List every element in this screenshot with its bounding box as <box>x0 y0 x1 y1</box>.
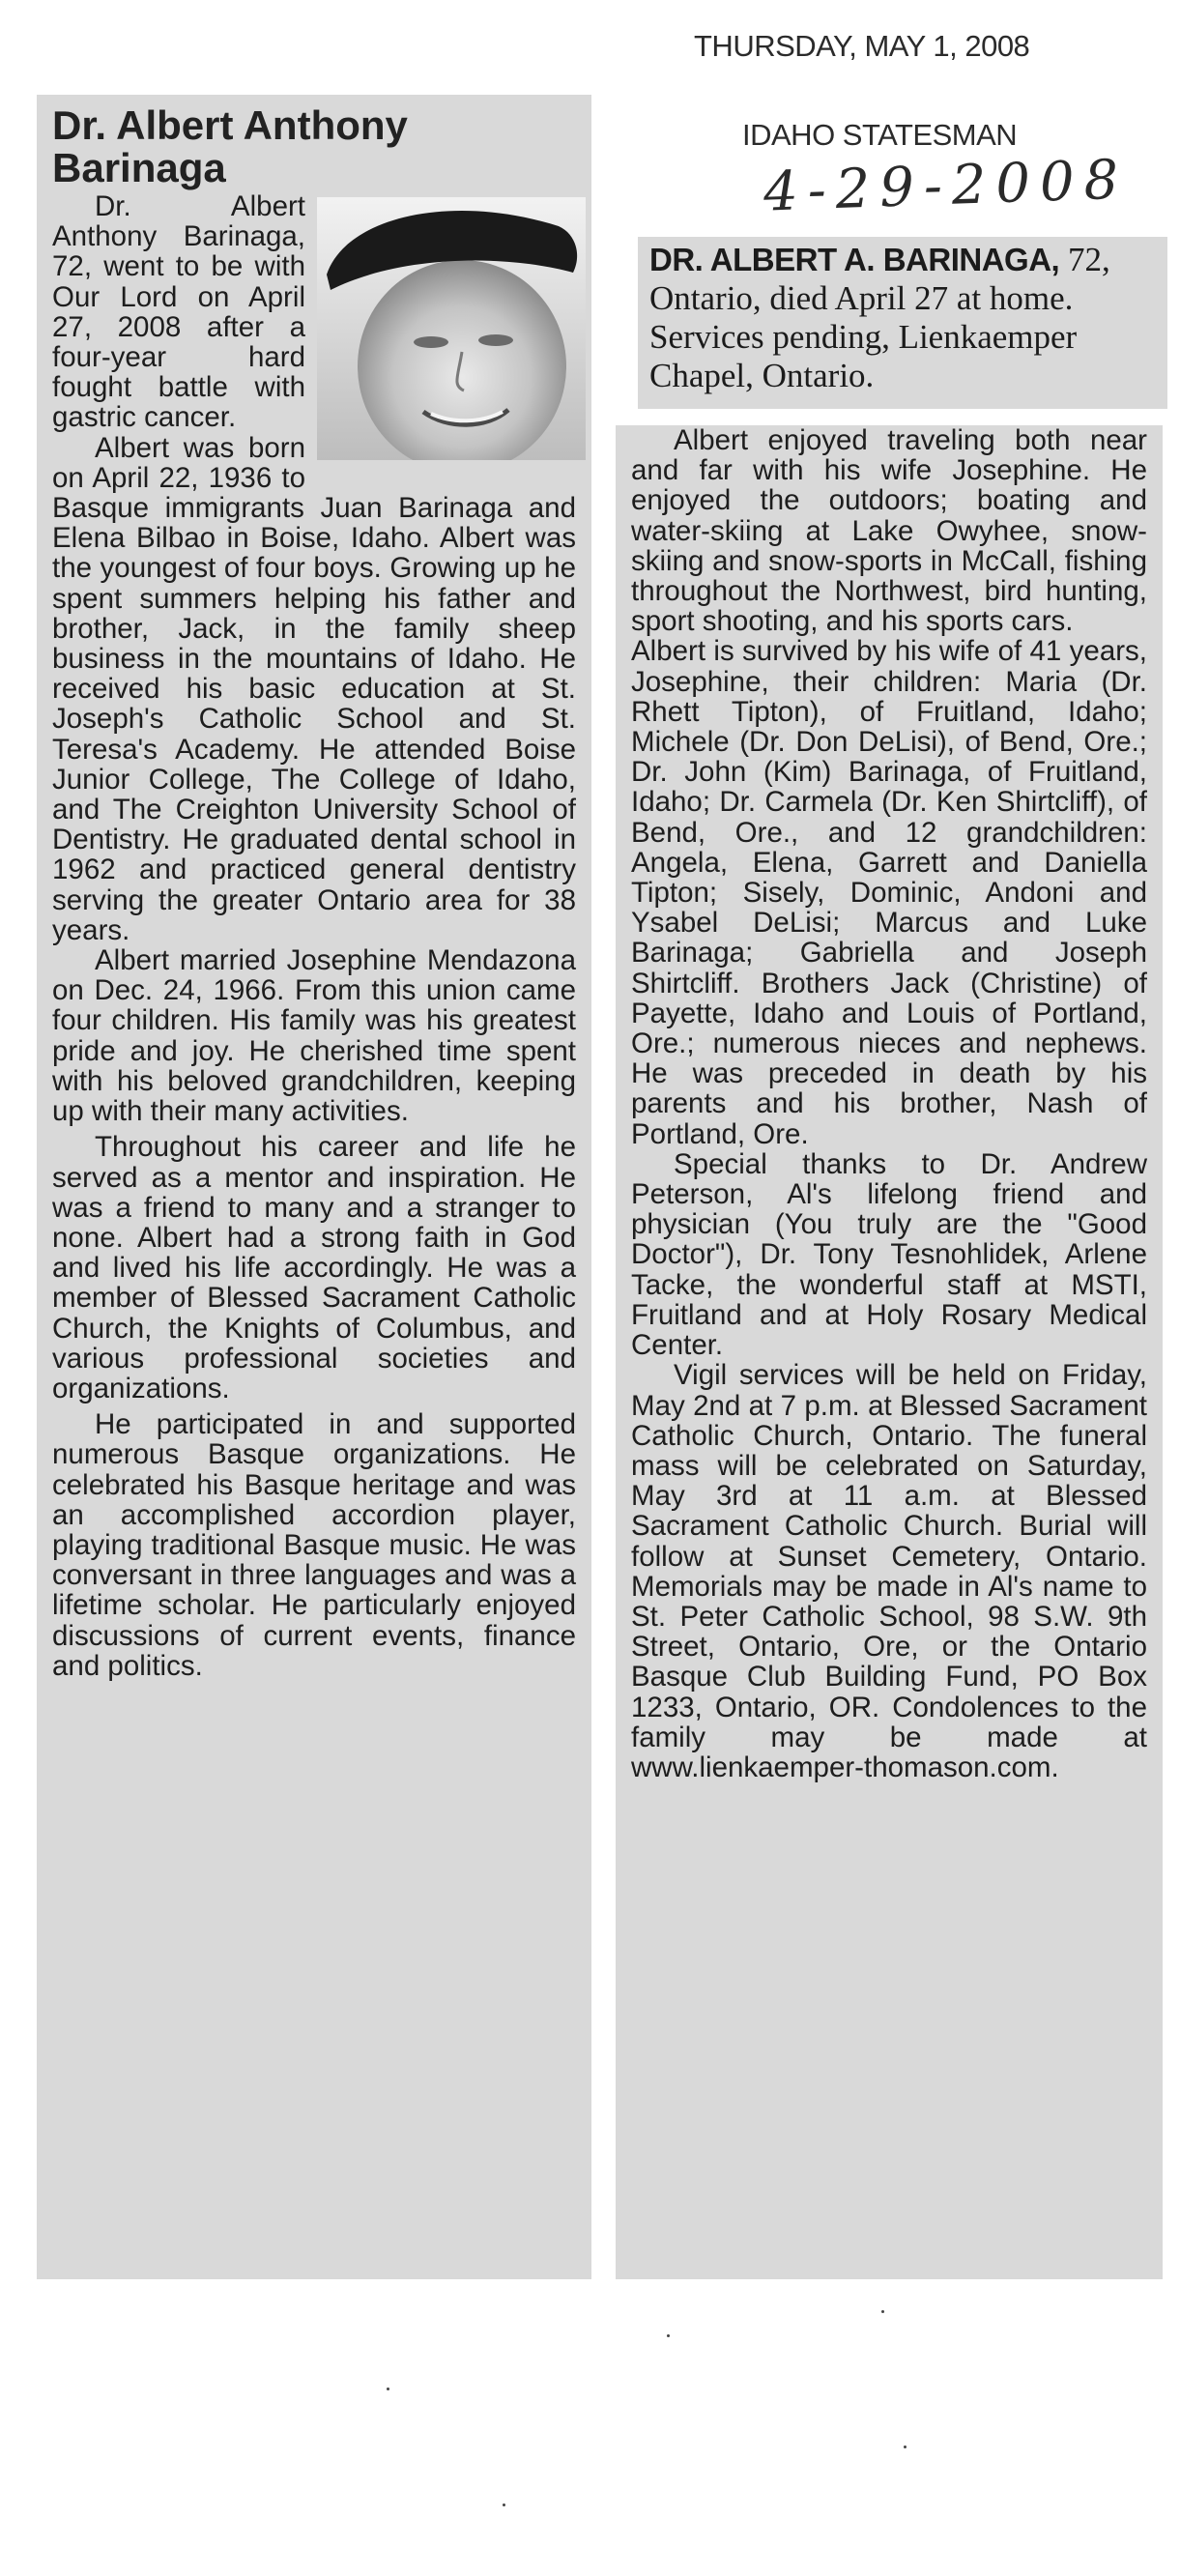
scan-speck <box>667 2334 670 2337</box>
scan-speck <box>503 2504 505 2506</box>
handwritten-date: 4-29-2008 <box>762 148 1130 224</box>
obituary-paragraph: Throughout his career and life he served as a mentor and inspiration. He was a friend to many and a stranger to none. Albert had a strong faith in God and lived his life accordingly. He was a member of Blessed Sacrament Catholic Church, the Knights of Columbus, and various professional societies and organizations. <box>52 1131 576 1404</box>
death-notice-name: DR. ALBERT A. BARINAGA, <box>649 242 1060 277</box>
obituary-paragraph: Albert married Josephine Mendazona on Dec. 24, 1966. From this union came four children. His family was his greatest pride and joy. He cherished time spent with his beloved grandchildren, keeping up with their many activities. <box>52 944 576 1128</box>
portrait-image <box>317 197 586 460</box>
publication-name: IDAHO STATESMAN <box>742 118 1018 152</box>
death-notice-text: 72, Ontario, died April 27 at home. Services pending, Lienkaemper Chapel, Ontario. <box>649 241 1110 394</box>
scan-speck <box>387 2388 389 2390</box>
death-notice <box>638 237 1167 409</box>
obituary-headline: Dr. Albert Anthony Barinaga <box>52 102 408 190</box>
obituary-paragraph: Albert is survived by his wife of 41 years, Josephine, their children: Maria (Dr. Rhett Tipton), of Fruitland, Idaho; Michele (Dr. Don DeLisi), of Bend, Ore.; Dr. John (Kim) Barinaga, of Fruitland, Idaho; Dr. Carmela (Dr. Ken Shirtcliff), of Bend, Ore., and 12 grandchildren: Angela, Elena, Garrett and Daniella Tipton; Sisely, Dominic, Andoni and Ysabel DeLisi; Marcus and Luke Barinaga; Gabriella and Joseph Shirtcliff. Brothers Jack (Christine) of Payette, Idaho and Louis of Portland, Ore.; numerous nieces and nephews. He was preceded in death by his parents and his brother, Nash of Portland, Ore. <box>631 635 1147 1150</box>
scan-speck <box>904 2446 907 2448</box>
obituary-paragraph: He participated in and supported numerous Basque organizations. He celebrated his Basque heritage and was an accomplished accordion player, playing traditional Basque music. He was conversant in three languages and was a lifetime scholar. He particularly enjoyed discussions of current events, finance and politics. <box>52 1408 576 1682</box>
obituary-paragraph: Dr. Albert Anthony Barinaga, 72, went to be with Our Lord on April 27, 2008 after a four-year hard fought battle with gastric cancer. <box>52 190 305 434</box>
obituary-right-body <box>631 425 1147 1782</box>
obituary-paragraph: Vigil services will be held on Friday, May 2nd at 7 p.m. at Blessed Sacrament Catholic Church, Ontario. The funeral mass will be celebrated on Saturday, May 3rd at 11 a.m. at Blessed Sacrament Catholic Church. Burial will follow at Sunset Cemetery, Ontario. Memorials may be made in Al's name to St. Peter Catholic School, 98 S.W. 9th Street, Ontario, Ore, or the Ontario Basque Club Building Fund, PO Box 1233, Ontario, OR. Condolences to the family may be made at www.lienkaemper-thomason.com. <box>631 1359 1147 1783</box>
scan-speck <box>881 2310 884 2313</box>
obituary-left-body <box>52 191 576 1681</box>
obituary-paragraph: Special thanks to Dr. Andrew Peterson, Al's lifelong friend and physician (You truly are the "Good Doctor"), Dr. Tony Tesnohlidek, Arlene Tacke, the wonderful staff at MSTI, Fruitland and at Holy Rosary Medical Center. <box>631 1147 1147 1362</box>
obituary-left-column <box>37 95 591 2279</box>
obituary-right-column <box>616 425 1163 2279</box>
obituary-paragraph: Albert enjoyed traveling both near and far with his wife Josephine. He enjoyed the outdoors; boating and water-skiing at Lake Owyhee, snow-skiing and snow-sports in McCall, fishing throughout the Northwest, bird hunting, sport shooting, and his sports cars. <box>631 425 1147 638</box>
obituary-paragraph: Albert was born on April 22, 1936 to Basque immigrants Juan Barinaga and Elena Bilbao in Boise, Idaho. Albert was the youngest of four boys. Growing up he spent summers helping his father and brother, Jack, in the family sheep business in the mountains of Idaho. He received his basic education at St. Joseph's Catholic School and St. Teresa's Academy. He attended Boise Junior College, The College of Idaho, and The Creighton University School of Dentistry. He graduated dental school in 1962 and practiced general dentistry serving the greater Ontario area for 38 years. <box>52 431 576 946</box>
portrait-photo <box>317 197 586 460</box>
publication-date: THURSDAY, MAY 1, 2008 <box>694 29 1030 63</box>
